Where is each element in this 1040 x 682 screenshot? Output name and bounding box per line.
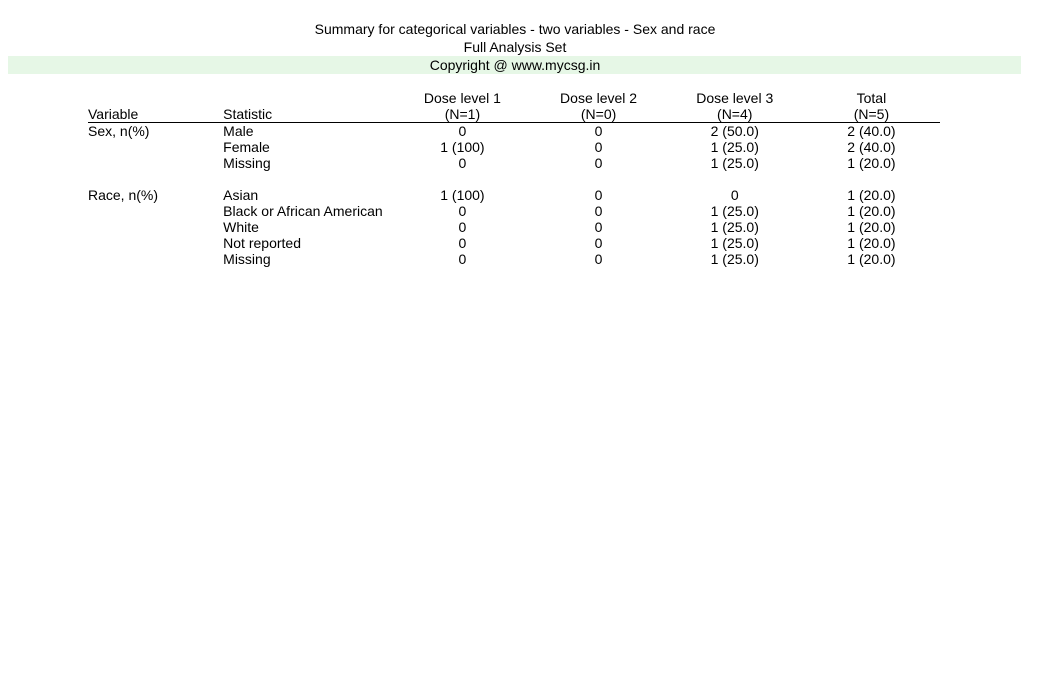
- value-cell: 1 (20.0): [847, 155, 896, 171]
- value-cell: 0: [458, 203, 467, 219]
- value-cell: 0: [594, 203, 603, 219]
- statistic-cell: Not reported: [223, 235, 301, 251]
- empty-cell: [88, 219, 223, 235]
- value-cell: 1 (25.0): [710, 219, 759, 235]
- value-cell: 1 (25.0): [710, 139, 759, 155]
- value-cell: 2 (40.0): [847, 123, 896, 139]
- value-cell: 1 (100): [440, 187, 485, 203]
- value-cell: 0: [594, 139, 603, 155]
- table-header: [88, 90, 940, 123]
- variable-label-sex: Sex, n(%): [88, 123, 150, 139]
- value-cell: 1 (20.0): [847, 219, 896, 235]
- value-cell: 0: [458, 251, 467, 267]
- statistic-cell: White: [223, 219, 259, 235]
- variable-label-race: Race, n(%): [88, 187, 159, 203]
- statistic-cell: Male: [223, 123, 254, 139]
- value-cell: 2 (40.0): [847, 139, 896, 155]
- empty-cell: [88, 251, 223, 267]
- statistic-cell: Missing: [223, 155, 271, 171]
- value-cell: 0: [594, 123, 603, 139]
- table-row: [88, 123, 940, 140]
- header-dose-level-3: Dose level 3 (N=4): [667, 90, 803, 123]
- empty-cell: [88, 203, 223, 219]
- value-cell: 1 (20.0): [847, 187, 896, 203]
- value-cell: 0: [458, 123, 467, 139]
- statistic-cell: Female: [223, 139, 270, 155]
- value-cell: 1 (25.0): [710, 155, 759, 171]
- value-cell: 0: [594, 235, 603, 251]
- value-cell: 1 (25.0): [710, 203, 759, 219]
- value-cell: 1 (100): [440, 139, 485, 155]
- value-cell: 1 (20.0): [847, 203, 896, 219]
- empty-cell: [88, 235, 223, 251]
- empty-cell: [88, 139, 223, 155]
- value-cell: 0: [458, 155, 467, 171]
- header-dose-level-1: Dose level 1 (N=1): [394, 90, 530, 123]
- table-row: [88, 203, 940, 219]
- table-row: [88, 219, 940, 235]
- value-cell: 1 (25.0): [710, 235, 759, 251]
- report-title: Summary for categorical variables - two variables - Sex and race: [314, 21, 716, 37]
- table-row: [88, 235, 940, 251]
- value-cell: 1 (25.0): [710, 251, 759, 267]
- table-row: [88, 139, 940, 155]
- table-body: [88, 123, 940, 268]
- header-statistic: Statistic: [223, 90, 394, 123]
- table-row: [88, 187, 940, 203]
- empty-cell: [88, 155, 223, 171]
- value-cell: 0: [458, 235, 467, 251]
- header-variable: Variable: [88, 90, 223, 123]
- value-cell: 1 (20.0): [847, 251, 896, 267]
- table-row: [88, 155, 940, 171]
- value-cell: 0: [458, 219, 467, 235]
- value-cell: 0: [594, 155, 603, 171]
- copyright-text: Copyright @ www.mycsg.in: [429, 57, 601, 73]
- value-cell: 0: [594, 187, 603, 203]
- value-cell: 1 (20.0): [847, 235, 896, 251]
- header-total: Total (N=5): [803, 90, 940, 123]
- statistic-cell: Missing: [223, 251, 271, 267]
- value-cell: 2 (50.0): [710, 123, 759, 139]
- value-cell: 0: [594, 251, 603, 267]
- statistic-cell: Black or African American: [223, 203, 383, 219]
- header-dose-level-2: Dose level 2 (N=0): [531, 90, 667, 123]
- report-subtitle: Full Analysis Set: [463, 39, 567, 55]
- value-cell: 0: [594, 219, 603, 235]
- spacer-row: [88, 171, 940, 187]
- statistic-cell: Asian: [223, 187, 259, 203]
- table-row: [88, 251, 940, 267]
- summary-table: [88, 90, 940, 267]
- value-cell: 0: [730, 187, 739, 203]
